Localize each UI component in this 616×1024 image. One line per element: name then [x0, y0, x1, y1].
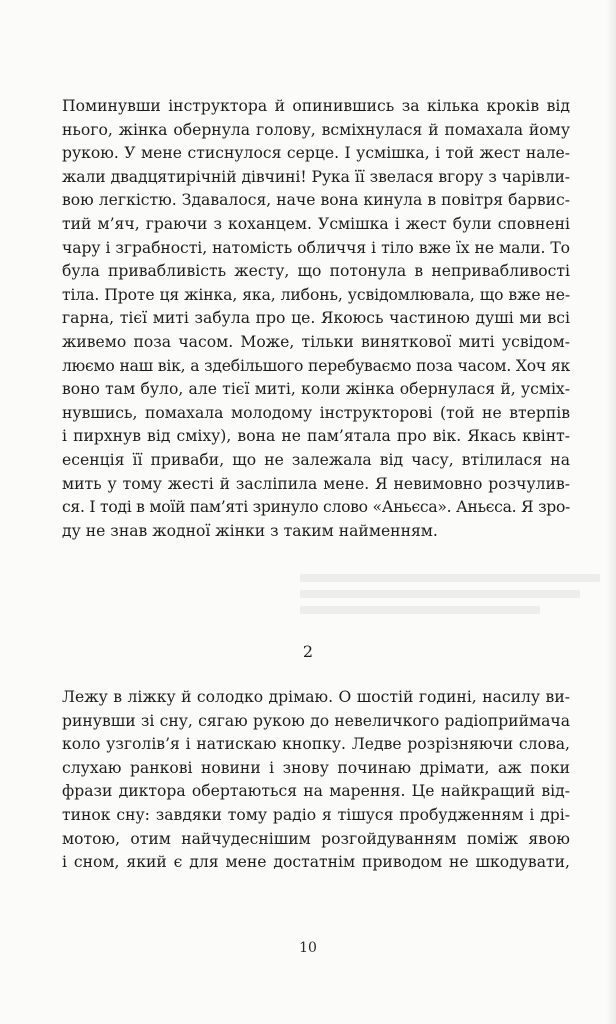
page-edge-shadow [606, 0, 616, 1024]
text-line: воно там було, але тієї миті, коли жінка обернулася й, усміх- [62, 380, 570, 399]
text-line: живемо поза часом. Може, тільки виняткової миті усвідом- [62, 332, 570, 351]
text-line: Поминувши інструктора й опинившись за кілька кроків від [62, 97, 570, 115]
text-line: тинок сну: завдяки тому радіо я тішуся пробудженням і дрі- [62, 805, 570, 824]
text-line: коло узголів’я і натискаю кнопку. Ледве розрізняючи слова, [62, 735, 570, 754]
text-line: була привабливість жесту, що потонула в непривабливості [62, 262, 570, 281]
text-line: фрази диктора обертаються на марення. Це найкращий від- [62, 782, 570, 801]
text-line: ду не знав жодної жінки з таким найменням. [62, 521, 438, 540]
text-line: люємо наш вік, а здебільшого перебуваємо поза часом. Хоч як [62, 356, 570, 375]
text-line: і сном, який є для мене достатнім приводом не шкодувати, [62, 853, 570, 872]
text-line: тий м’яч, граючи з коханцем. Усмішка і жест були сповнені [62, 214, 570, 233]
text-line: рукою. У мене стиснулося серце. І усмішка, і той жест нале- [62, 144, 570, 163]
text-line: мить у тому жесті й засліпила мене. Я невимовно розчулив- [62, 474, 570, 493]
text-line: Лежу в ліжку й солодко дрімаю. О шостій годині, насилу ви- [62, 688, 570, 706]
text-line: чару і зграбності, натомість обличчя і тіло вже їх не мали. То [62, 238, 570, 257]
text-line: гарна, тієї миті забула про це. Якоюсь частиною душі ми всі [62, 309, 570, 328]
text-line: вою легкістю. Здавалося, наче вона кинула в повітря барвис- [62, 191, 570, 210]
paragraph-1 [62, 95, 570, 543]
paragraph-2 [62, 686, 570, 875]
bleed-through-text [300, 574, 610, 634]
text-line: ся. І тоді в моїй пам’яті зринуло слово «Аньєса». Аньєса. Я зро- [62, 498, 570, 517]
section-number: 2 [302, 642, 314, 661]
text-line: есенція її приваби, що не залежала від часу, втілилася на [62, 450, 570, 469]
text-line: ринувши зі сну, сягаю рукою до невеличкого радіоприймача [62, 711, 570, 730]
text-line: нього, жінка обернула голову, всміхнулася й помахала йому [62, 120, 570, 139]
text-line: нувшись, помахала молодому інструкторові (той не втерпів [62, 403, 570, 422]
text-line: тіла. Проте ця жінка, яка, либонь, усвідомлювала, що вже не- [62, 285, 570, 304]
text-line: мотою, отим найчудеснішим розгойдуванням поміж явою [62, 829, 570, 848]
text-line: жали двадцятирічній дівчині! Рука її звелася вгору з чарівли- [62, 167, 570, 186]
page-number: 10 [299, 940, 317, 956]
text-line: слухаю ранкові новини і знову починаю дрімати, аж поки [62, 758, 570, 777]
text-line: і пирхнув від сміху), вона не пам’ятала про вік. Якась квінт- [62, 427, 570, 446]
